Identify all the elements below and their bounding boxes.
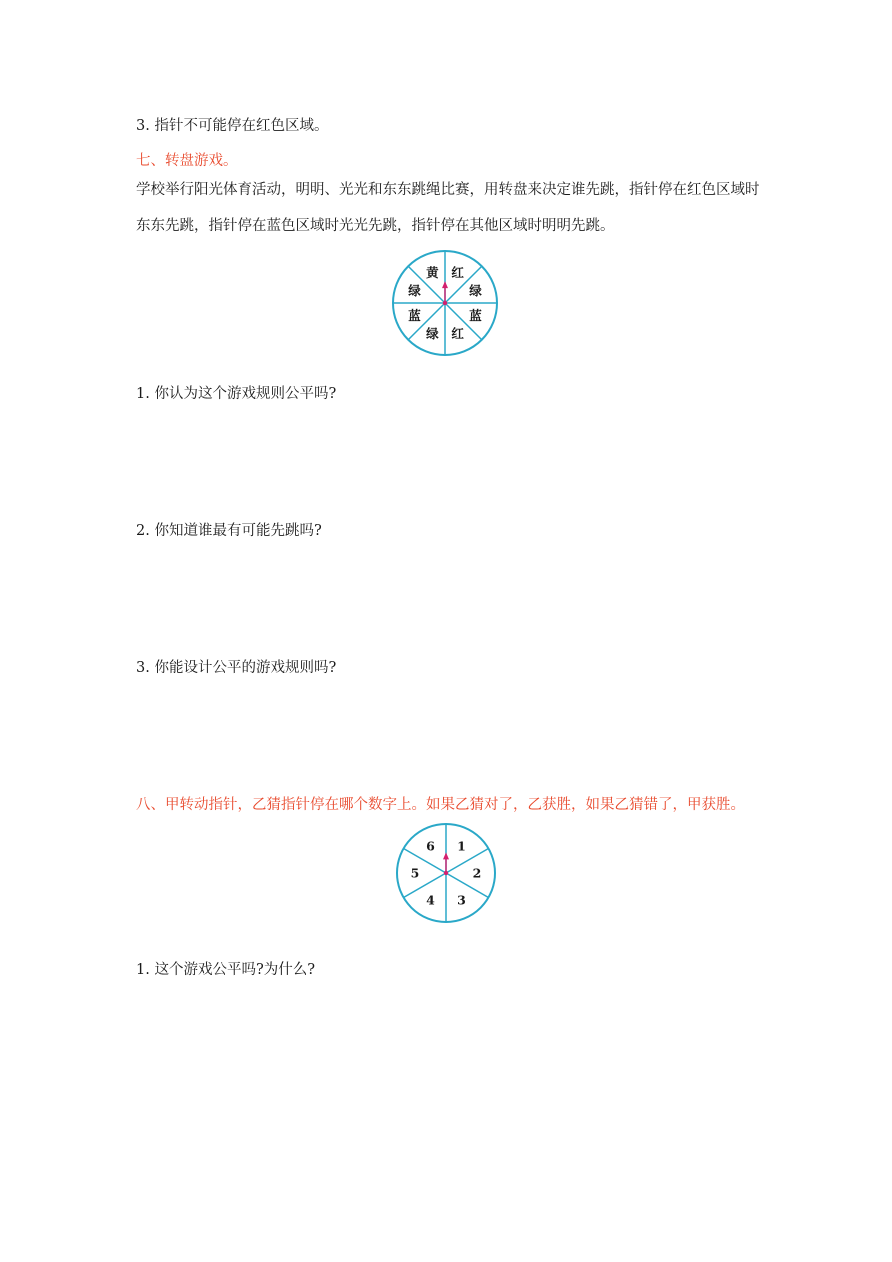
number-spinner xyxy=(394,822,498,924)
section-7-question-1: 1. 你认为这个游戏规则公平吗? xyxy=(136,386,337,402)
color-spinner-sector-label: 绿 xyxy=(469,282,482,298)
number-spinner-sector-label: 1 xyxy=(457,838,466,854)
color-spinner-sector-label: 绿 xyxy=(408,282,421,298)
section-8-heading: 八、甲转动指针，乙猜指针停在哪个数字上。如果乙猜对了，乙获胜，如果乙猜错了，甲获胜。 xyxy=(136,797,745,813)
color-spinner-sector-label: 黄 xyxy=(426,265,439,281)
section-7-heading: 七、转盘游戏。 xyxy=(136,153,238,169)
section-7-question-2: 2. 你知道谁最有可能先跳吗? xyxy=(136,523,322,539)
number-spinner-sector-label: 4 xyxy=(426,892,435,908)
color-spinner xyxy=(390,250,500,356)
color-spinner-pivot xyxy=(443,301,447,305)
section-7-question-3: 3. 你能设计公平的游戏规则吗? xyxy=(136,660,337,676)
number-spinner-sector-label: 2 xyxy=(472,865,482,881)
number-spinner-sector-label: 5 xyxy=(410,865,420,881)
number-spinner-sector-label: 6 xyxy=(426,838,435,854)
number-spinner-pivot xyxy=(444,871,448,875)
number-spinner-sector-label: 3 xyxy=(457,892,466,908)
question-6-item-3: 3. 指针不可能停在红色区域。 xyxy=(136,118,329,134)
color-spinner-sector-label: 红 xyxy=(451,325,464,341)
number-spinner-graphic xyxy=(397,824,495,922)
color-spinner-sector-label: 蓝 xyxy=(469,308,482,324)
color-spinner-graphic xyxy=(393,251,497,355)
color-spinner-sector-label: 蓝 xyxy=(408,308,421,324)
color-spinner-sector-label: 绿 xyxy=(426,325,439,341)
section-7-paragraph: 学校举行阳光体育活动，明明、光光和东东跳绳比赛，用转盘来决定谁先跳，指针停在红色区域时东东先跳，指针停在蓝色区域时光光先跳，指针停在其他区域时明明先跳。 xyxy=(136,182,760,234)
color-spinner-sector-label: 红 xyxy=(451,265,464,281)
section-8-question-1: 1. 这个游戏公平吗?为什么? xyxy=(136,962,315,978)
